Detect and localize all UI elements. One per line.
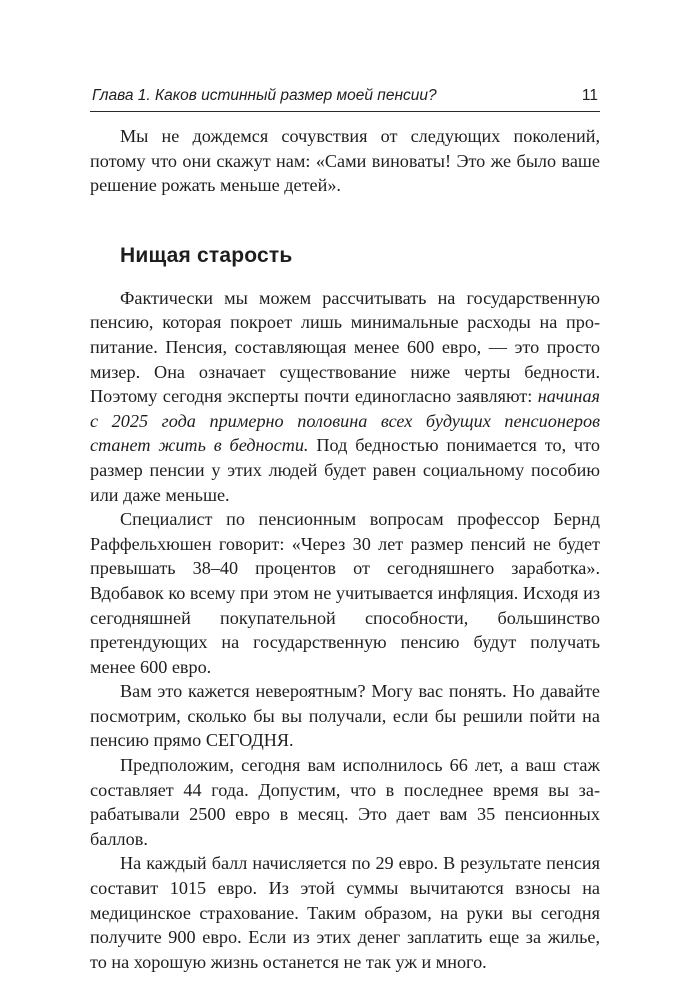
- paragraph-intro: Мы не дождемся сочувствия от следующих поколений, потому что они скажут нам: «Сами виноваты! Это же было ваше решение рожать меньше детей».: [90, 126, 600, 196]
- paragraph-3: Вам это кажется невероятным? Могу вас понять. Но давайте посмотрим, сколько бы вы получали, если бы решили пойти на пенсию прямо СЕГОДНЯ.: [90, 681, 600, 751]
- paragraph-2: Специалист по пенсионным вопросам профессор Бернд Раффельхюшен говорит: «Через 30 лет размер пенсий не будет превышать 38–40 процентов от сегодняшнего заработка». Вдобавок ко всему при этом не учитывается инфляция. Исходя из сегодняшней покупательной способности, большинство претендующих на государственную пенсию будут получать менее 600 евро.: [90, 509, 600, 677]
- book-page: [90, 84, 600, 974]
- paragraph-5: На каждый балл начисляется по 29 евро. В результате пенсия составит 1015 евро. Из этой суммы вычитаются взносы на медицинское страхование. Таким образом, на руки вы сегодня получите 900 евро. Если из этих денег заплатить еще за жилье, то на хорошую жизнь останется не так уж и много.: [90, 853, 600, 972]
- paragraph-1-text-start: Фактически мы можем рассчитывать на государственную пенсию, которая покроет лишь минимальные расходы на пропитание. Пенсия, составляющая менее 600 евро, — это просто мизер. Она означает существование ниже черты бедности. Поэтому сегодня эксперты почти единогласно заявляют:: [90, 287, 600, 407]
- chapter-title: Глава 1. Каков истинный размер моей пенсии?: [92, 87, 437, 104]
- paragraph-1-text-end: Под бедностью понимается то, что размер пенсии у этих людей будет равен социальному пособию или даже меньше.: [90, 435, 600, 505]
- paragraph-1-italic-quote: начиная с 2025 года примерно половина всех будущих пенсионеров станет жить в бедности.: [90, 386, 600, 456]
- page-number: 11: [581, 87, 598, 104]
- paragraph-4: Предположим, сегодня вам исполнилось 66 лет, а ваш стаж составляет 44 года. Допустим, что в последнее время вы зарабатывали 2500 евро в месяц. Это дает вам 35 пенсионных баллов.: [90, 755, 600, 849]
- running-header: [90, 84, 600, 112]
- paragraph-1: [90, 286, 600, 507]
- section-heading: Нищая старость: [120, 243, 293, 267]
